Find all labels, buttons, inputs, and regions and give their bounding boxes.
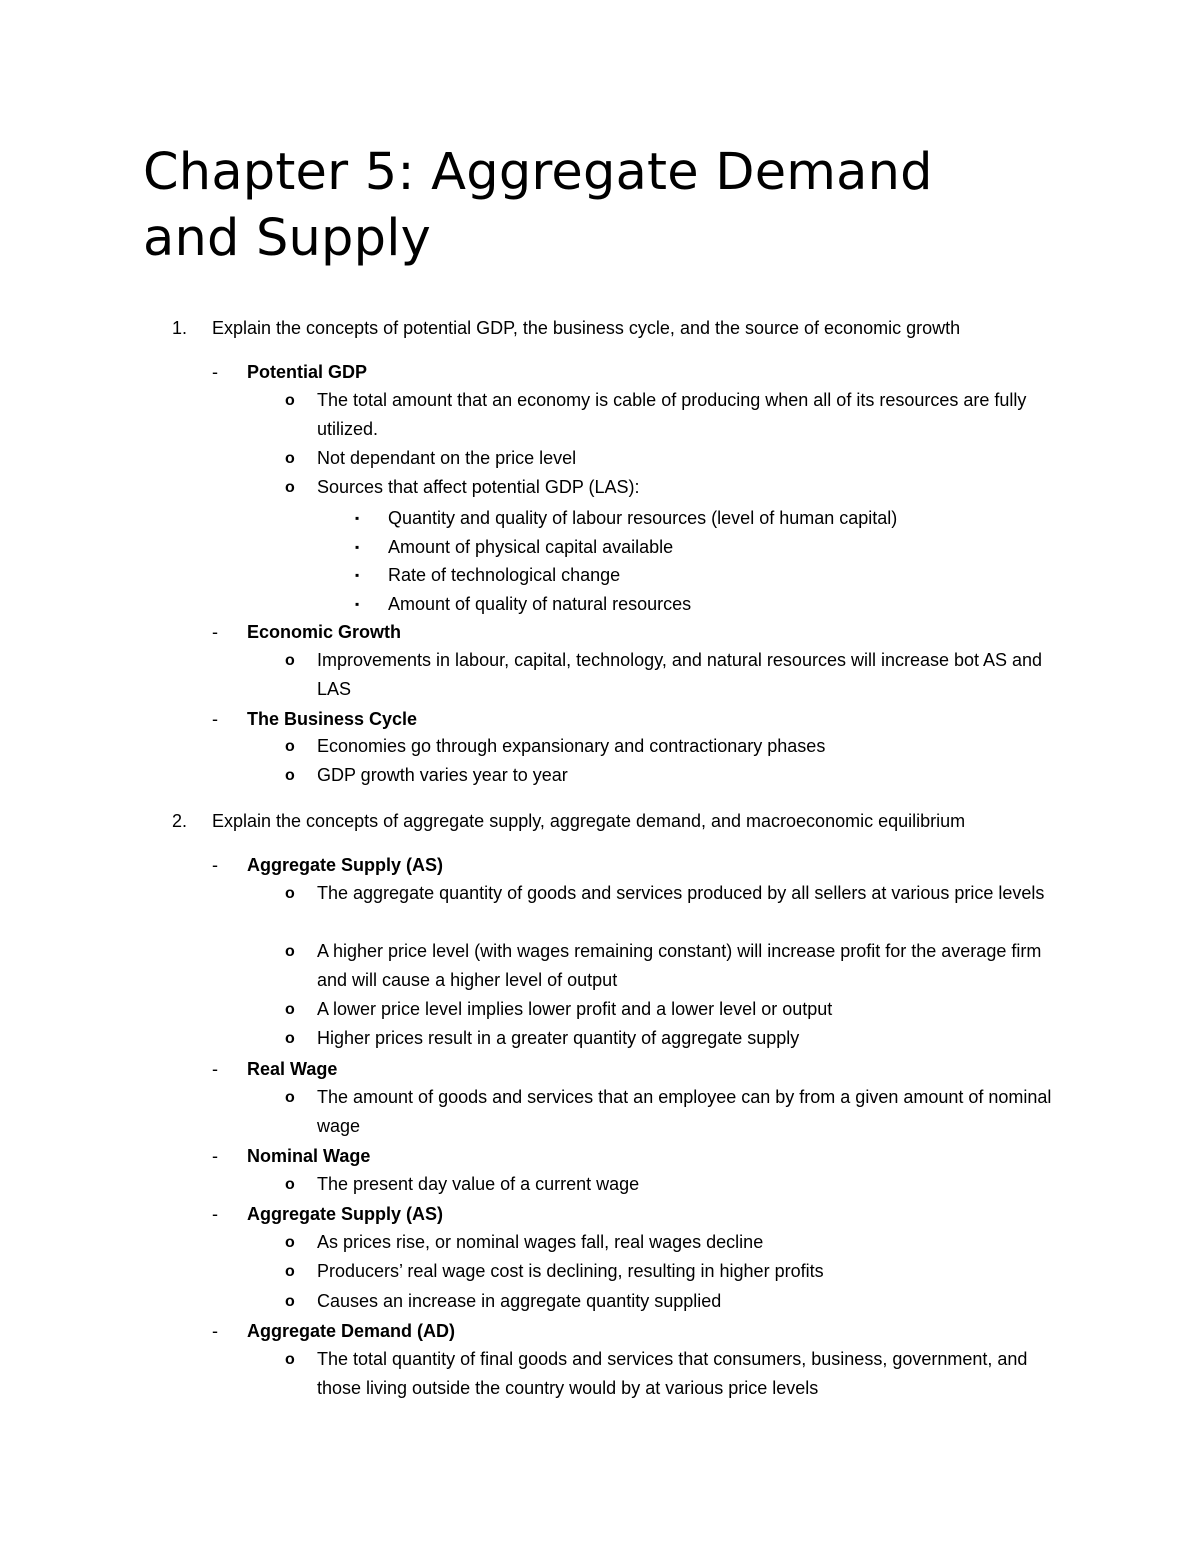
list-item — [285, 1170, 1075, 1199]
list-item-text: The present day value of a current wage — [317, 1174, 640, 1194]
question-number: 2. — [172, 811, 188, 831]
list-item-text: A higher price level (with wages remaining constant) will increase profit for the average firm and will cause a higher level of output — [317, 941, 1042, 990]
section-real-wage — [212, 1057, 337, 1081]
question-1 — [172, 316, 961, 340]
dash-marker: - — [212, 855, 218, 875]
section-nominal-wage — [212, 1144, 370, 1168]
section-aggregate-demand — [212, 1319, 455, 1343]
circle-bullet-icon: o — [285, 885, 295, 902]
sub-list-item — [355, 563, 620, 587]
list-item-text: Producers’ real wage cost is declining, resulting in higher profits — [317, 1261, 824, 1281]
list-item-text: Higher prices result in a greater quantity of aggregate supply — [317, 1028, 800, 1048]
section-heading: Aggregate Supply (AS) — [247, 1204, 444, 1224]
circle-bullet-icon: o — [285, 1234, 295, 1251]
question-text: Explain the concepts of aggregate supply, aggregate demand, and macroeconomic equilibrium — [212, 811, 966, 831]
list-item — [285, 1083, 1075, 1141]
circle-bullet-icon: o — [285, 1030, 295, 1047]
section-potential-gdp — [212, 360, 367, 384]
section-heading: Nominal Wage — [247, 1146, 371, 1166]
list-item — [285, 1024, 1075, 1053]
dash-marker: - — [212, 622, 218, 642]
square-bullet-icon: ▪ — [355, 511, 360, 525]
circle-bullet-icon: o — [285, 1089, 295, 1106]
list-item-text: GDP growth varies year to year — [317, 765, 568, 785]
sub-list-item-text: Rate of technological change — [388, 565, 621, 585]
square-bullet-icon: ▪ — [355, 540, 360, 554]
section-heading: Potential GDP — [247, 362, 368, 382]
circle-bullet-icon: o — [285, 392, 295, 409]
list-item — [285, 1228, 1075, 1257]
circle-bullet-icon: o — [285, 1293, 295, 1310]
list-item-text: The total quantity of final goods and services that consumers, business, government, and those living outside the country would by at various price levels — [317, 1349, 1028, 1398]
section-aggregate-supply-2 — [212, 1202, 443, 1226]
list-item-text: Not dependant on the price level — [317, 448, 577, 468]
list-item — [285, 761, 1075, 790]
circle-bullet-icon: o — [285, 738, 295, 755]
circle-bullet-icon: o — [285, 652, 295, 669]
section-heading: The Business Cycle — [247, 709, 418, 729]
question-text: Explain the concepts of potential GDP, the business cycle, and the source of economic growth — [212, 318, 961, 338]
section-heading: Aggregate Supply (AS) — [247, 855, 444, 875]
square-bullet-icon: ▪ — [355, 568, 360, 582]
list-item — [285, 937, 1075, 995]
list-item-text: As prices rise, or nominal wages fall, real wages decline — [317, 1232, 764, 1252]
section-economic-growth — [212, 620, 401, 644]
list-item-text: The aggregate quantity of goods and services produced by all sellers at various price levels — [317, 883, 1045, 903]
list-item-text: The amount of goods and services that an employee can by from a given amount of nominal wage — [317, 1087, 1052, 1136]
sub-list-item — [355, 535, 673, 559]
list-item — [285, 995, 1075, 1024]
sub-list-item-text: Quantity and quality of labour resources (level of human capital) — [388, 508, 898, 528]
list-item — [285, 1287, 1075, 1316]
dash-marker: - — [212, 1204, 218, 1224]
square-bullet-icon: ▪ — [355, 597, 360, 611]
sub-list-item-text: Amount of quality of natural resources — [388, 594, 692, 614]
sub-list-item-text: Amount of physical capital available — [388, 537, 674, 557]
page-title: Chapter 5: Aggregate Demand and Supply — [143, 143, 933, 268]
list-item-text: Causes an increase in aggregate quantity supplied — [317, 1291, 722, 1311]
list-item — [285, 473, 1075, 502]
dash-marker: - — [212, 1321, 218, 1341]
list-item-text: The total amount that an economy is cable of producing when all of its resources are fully utilized. — [317, 390, 1027, 439]
list-item — [285, 732, 1075, 761]
sub-list-item — [355, 506, 897, 530]
sub-list-item — [355, 592, 691, 616]
circle-bullet-icon: o — [285, 767, 295, 784]
circle-bullet-icon: o — [285, 1263, 295, 1280]
circle-bullet-icon: o — [285, 1351, 295, 1368]
question-number: 1. — [172, 318, 188, 338]
circle-bullet-icon: o — [285, 450, 295, 467]
dash-marker: - — [212, 1146, 218, 1166]
section-heading: Aggregate Demand (AD) — [247, 1321, 456, 1341]
list-item-text: Economies go through expansionary and contractionary phases — [317, 736, 826, 756]
list-item-text: Improvements in labour, capital, technology, and natural resources will increase bot AS and LAS — [317, 650, 1043, 699]
dash-marker: - — [212, 1059, 218, 1079]
list-item — [285, 879, 1075, 908]
circle-bullet-icon: o — [285, 1176, 295, 1193]
list-item-text: Sources that affect potential GDP (LAS): — [317, 477, 640, 497]
section-aggregate-supply — [212, 853, 443, 877]
section-heading: Economic Growth — [247, 622, 402, 642]
dash-marker: - — [212, 709, 218, 729]
list-item — [285, 1345, 1075, 1403]
section-business-cycle — [212, 707, 417, 731]
circle-bullet-icon: o — [285, 1001, 295, 1018]
list-item — [285, 1257, 1075, 1286]
list-item-text: A lower price level implies lower profit and a lower level or output — [317, 999, 833, 1019]
dash-marker: - — [212, 362, 218, 382]
circle-bullet-icon: o — [285, 479, 295, 496]
list-item — [285, 646, 1075, 704]
section-heading: Real Wage — [247, 1059, 338, 1079]
list-item — [285, 444, 1075, 473]
list-item — [285, 386, 1075, 444]
circle-bullet-icon: o — [285, 943, 295, 960]
question-2 — [172, 809, 966, 833]
